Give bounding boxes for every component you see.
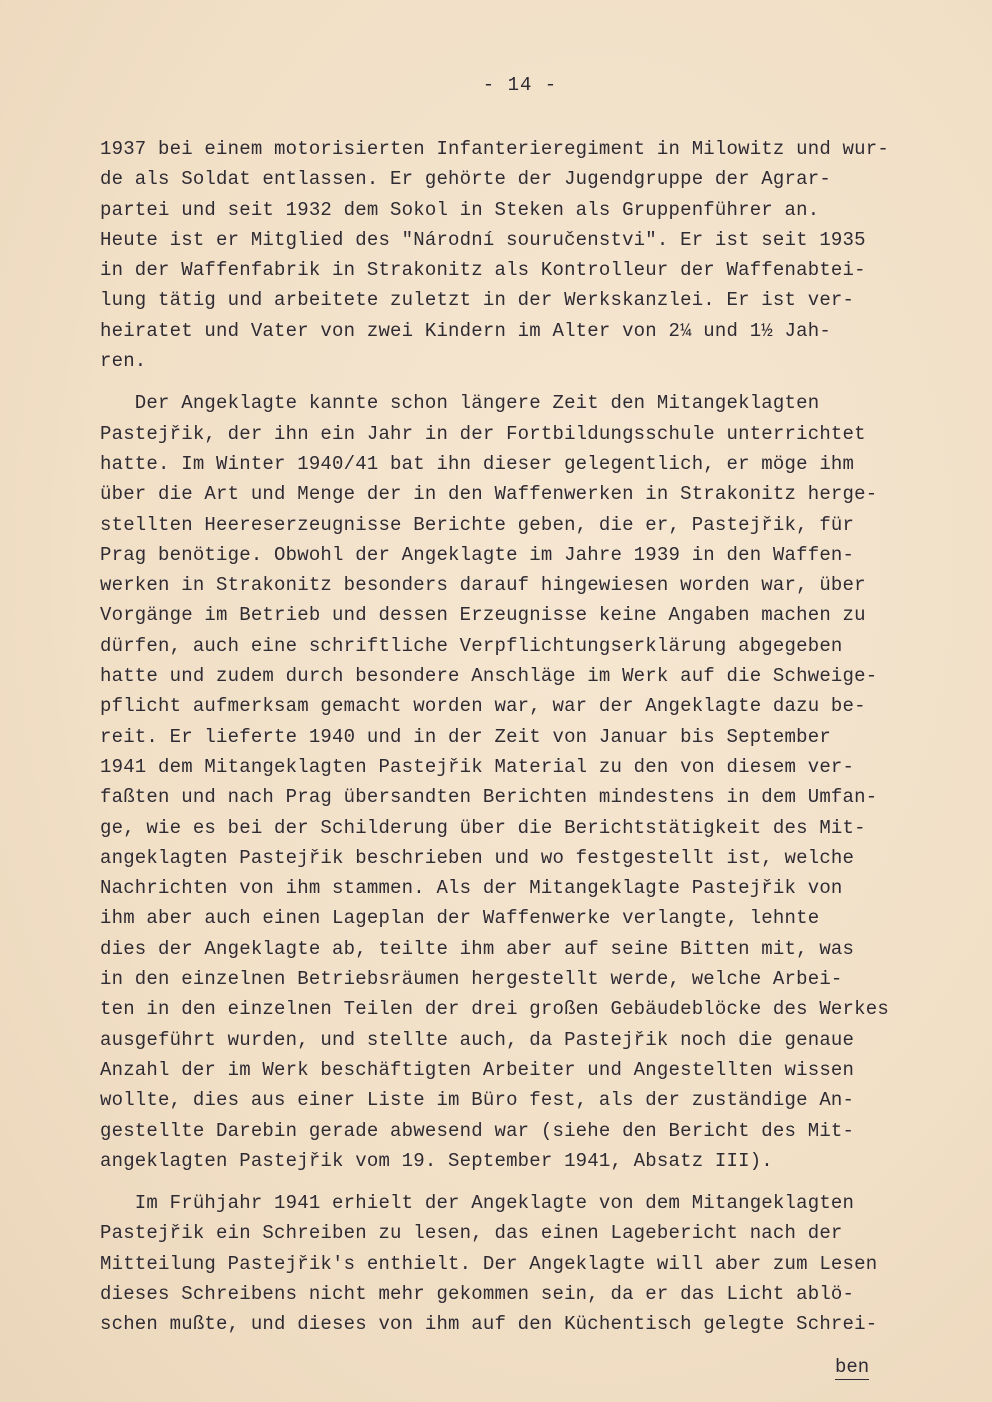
text-line: partei und seit 1932 dem Sokol in Steken als Gruppenführer an. [100, 198, 820, 221]
text-line: gestellte Darebin gerade abwesend war (siehe den Bericht des Mit- [100, 1119, 855, 1142]
text-line: Nachrichten von ihm stammen. Als der Mitangeklagte Pastejřik von [100, 877, 843, 900]
text-line: pflicht aufmerksam gemacht worden war, war der Angeklagte dazu be- [100, 695, 866, 718]
text-line: ten in den einzelnen Teilen der drei großen Gebäudeblöcke des Werkes [100, 998, 889, 1021]
text-line: ge, wie es bei der Schilderung über die Berichtstätigkeit des Mit- [100, 816, 866, 839]
paragraph [100, 1188, 960, 1339]
text-line: lung tätig und arbeitete zuletzt in der Werkskanzlei. Er ist ver- [100, 289, 855, 312]
text-line: hatte. Im Winter 1940/41 bat ihn dieser gelegentlich, er möge ihm [100, 452, 855, 475]
catchword: ben [835, 1356, 870, 1378]
text-line: in den einzelnen Betriebsräumen hergestellt werde, welche Arbei- [100, 968, 843, 991]
text-line: schen mußte, und dieses von ihm auf den Küchentisch gelegte Schrei- [100, 1313, 878, 1336]
text-line: Der Angeklagte kannte schon längere Zeit den Mitangeklagten [100, 392, 820, 415]
text-line: werken in Strakonitz besonders darauf hingewiesen worden war, über [100, 574, 866, 597]
text-line: Pastejřik ein Schreiben zu lesen, das einen Lagebericht nach der [100, 1222, 843, 1245]
text-line: ren. [100, 350, 147, 373]
paragraph [100, 134, 960, 376]
text-line: ausgeführt wurden, und stellte auch, da Pastejřik noch die genaue [100, 1028, 855, 1051]
text-line: reit. Er lieferte 1940 und in der Zeit von Januar bis September [100, 725, 831, 748]
text-line: angeklagten Pastejřik beschrieben und wo festgestellt ist, welche [100, 846, 855, 869]
text-line: heiratet und Vater von zwei Kindern im Alter von 2¼ und 1½ Jah- [100, 319, 831, 342]
text-line: dieses Schreibens nicht mehr gekommen sein, da er das Licht ablö- [100, 1282, 855, 1305]
text-line: in der Waffenfabrik in Strakonitz als Kontrolleur der Waffenabtei- [100, 259, 866, 282]
catchword-line [835, 1352, 869, 1382]
text-line: 1937 bei einem motorisierten Infanterieregiment in Milowitz und wur- [100, 138, 889, 160]
body-text [100, 134, 960, 1340]
text-line: dies der Angeklagte ab, teilte ihm aber auf seine Bitten mit, was [100, 937, 855, 960]
page-number: - 14 - [482, 74, 558, 96]
text-line: Vorgänge im Betrieb und dessen Erzeugnisse keine Angaben machen zu [100, 604, 866, 627]
text-line: dürfen, auch eine schriftliche Verpflichtungserklärung abgegeben [100, 634, 843, 657]
text-line: Im Frühjahr 1941 erhielt der Angeklagte von dem Mitangeklagten [100, 1192, 855, 1215]
text-line: Prag benötige. Obwohl der Angeklagte im Jahre 1939 in den Waffen- [100, 543, 855, 566]
text-line: Heute ist er Mitglied des "Národní souručenstvi". Er ist seit 1935 [100, 228, 866, 251]
text-line: über die Art und Menge der in den Waffenwerken in Strakonitz herge- [100, 483, 878, 506]
text-line: ihm aber auch einen Lageplan der Waffenwerke verlangte, lehnte [100, 907, 820, 930]
text-line: wollte, dies aus einer Liste im Büro fest, als der zuständige An- [100, 1089, 855, 1112]
text-line: de als Soldat entlassen. Er gehörte der Jugendgruppe der Agrar- [100, 168, 831, 191]
text-line: 1941 dem Mitangeklagten Pastejřik Material zu den von diesem ver- [100, 755, 855, 778]
text-line: angeklagten Pastejřik vom 19. September 1941, Absatz III). [100, 1149, 773, 1172]
text-line: faßten und nach Prag übersandten Berichten mindestens in dem Umfan- [100, 786, 878, 809]
paragraph [100, 388, 960, 1176]
text-line: stellten Heereserzeugnisse Berichte geben, die er, Pastejřik, für [100, 513, 855, 536]
text-line: Mitteilung Pastejřik's enthielt. Der Angeklagte will aber zum Lesen [100, 1252, 878, 1275]
text-line: hatte und zudem durch besondere Anschläge im Werk auf die Schweige- [100, 665, 878, 688]
text-line: Anzahl der im Werk beschäftigten Arbeiter und Angestellten wissen [100, 1058, 855, 1081]
text-line: Pastejřik, der ihn ein Jahr in der Fortbildungsschule unterrichtet [100, 422, 866, 445]
